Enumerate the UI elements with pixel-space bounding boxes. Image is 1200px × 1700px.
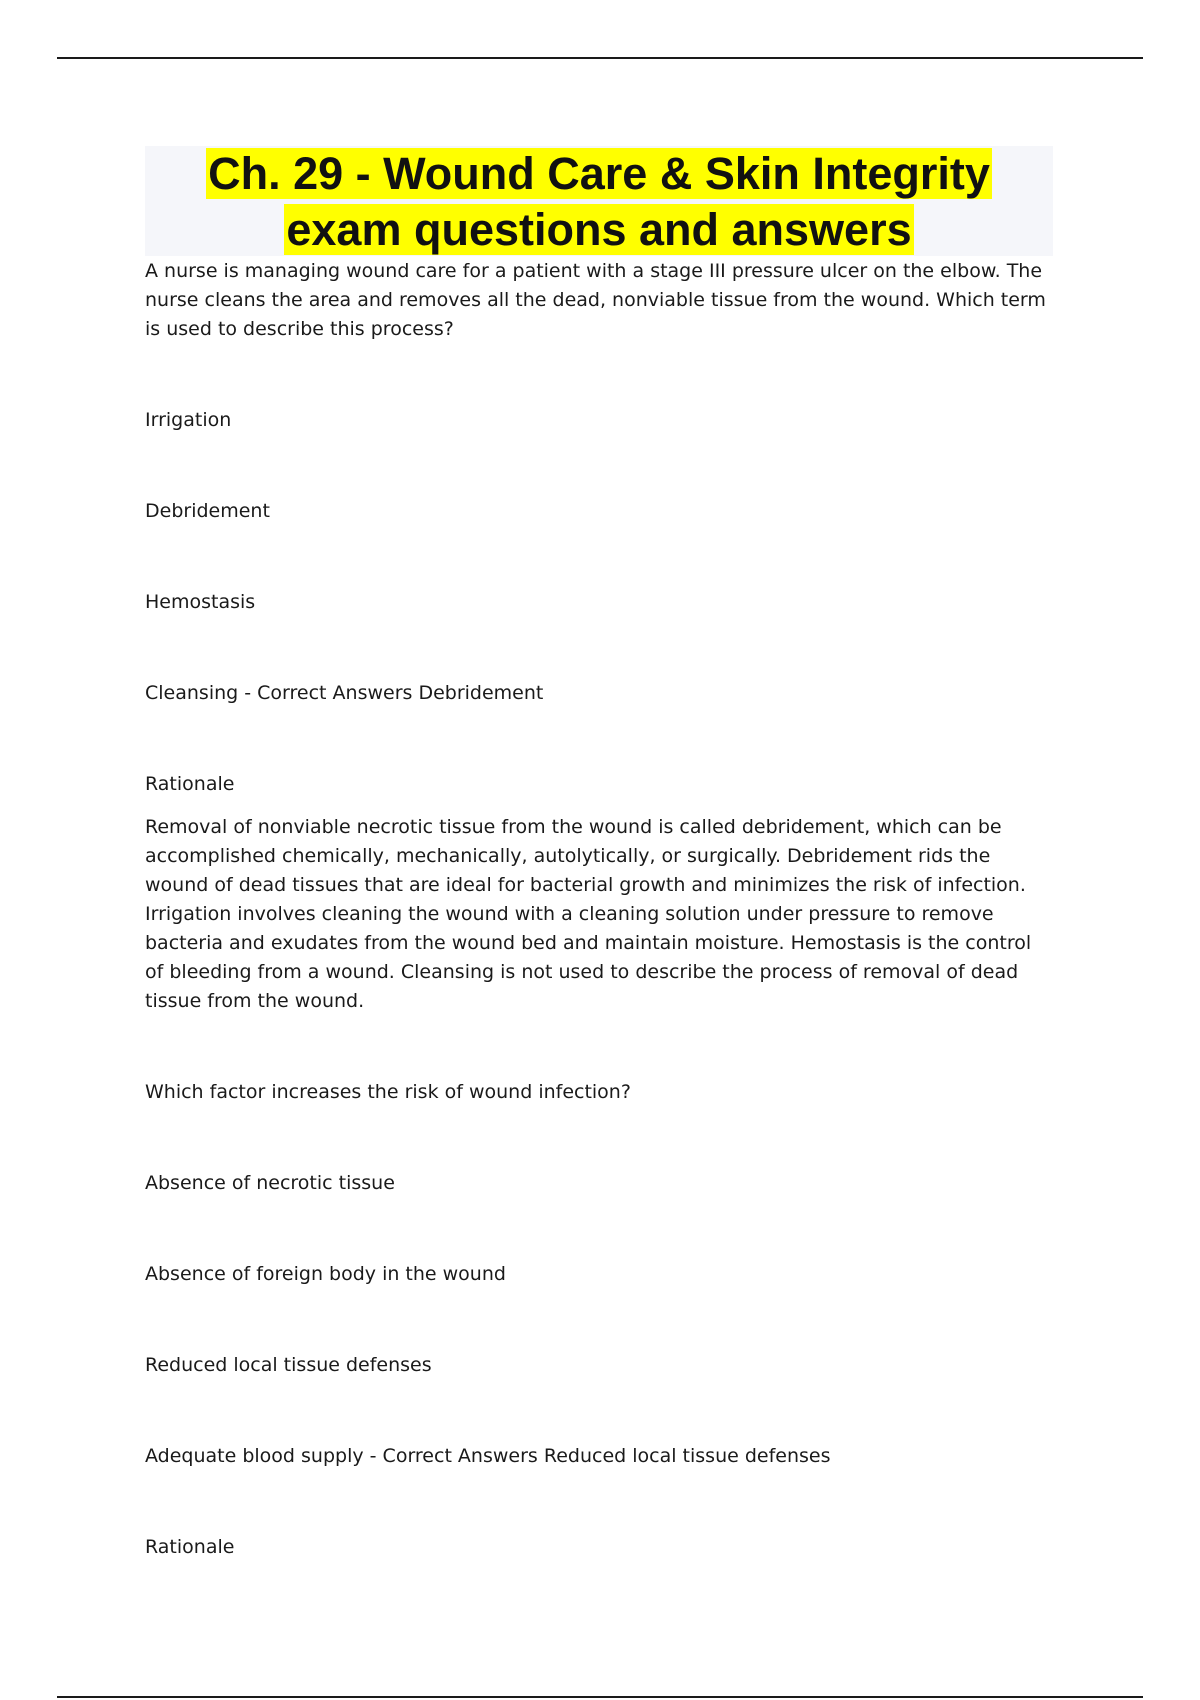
question-2-option-4-answer: Adequate blood supply - Correct Answers Reduced local tissue defenses (145, 1445, 831, 1467)
question-2-option-2: Absence of foreign body in the wound (145, 1263, 506, 1285)
header-rule (57, 57, 1143, 59)
title-highlight-1: Ch. 29 - Wound Care & Skin Integrity (208, 148, 990, 199)
title-highlight-2: exam questions and answers (286, 204, 912, 255)
question-1-option-2: Debridement (145, 500, 270, 522)
title-line-2 (145, 202, 1053, 258)
question-2-option-3: Reduced local tissue defenses (145, 1354, 432, 1376)
title-line-1 (145, 146, 1053, 202)
question-1-option-4-answer: Cleansing - Correct Answers Debridement (145, 682, 544, 704)
document-body (145, 257, 1055, 1562)
question-2-rationale-label: Rationale (145, 1536, 235, 1558)
question-1-rationale-text: Removal of nonviable necrotic tissue from the wound is called debridement, which can be accomplished chemically, mechanically, autolytically, or surgically. Debridement rids the wound of dead tissues that are ideal for bacterial growth and minimizes the risk of infection. Irrigation involves cleaning the wound with a cleaning solution under pressure to remove bacteria and exudates from the wound bed and maintain moisture. Hemostasis is the control of bleeding from a wound. Cleansing is not used to describe the process of removal of dead tissue from the wound. (145, 816, 1032, 1012)
question-1-option-3: Hemostasis (145, 591, 256, 613)
question-1-option-1: Irrigation (145, 409, 232, 431)
question-2-option-1: Absence of necrotic tissue (145, 1172, 395, 1194)
footer-rule (57, 1696, 1143, 1698)
question-2-text: Which factor increases the risk of wound infection? (145, 1081, 631, 1103)
question-1-rationale-label: Rationale (145, 773, 235, 795)
document-title (145, 146, 1053, 256)
question-1-text: A nurse is managing wound care for a patient with a stage III pressure ulcer on the elbow. The nurse cleans the area and removes all the dead, nonviable tissue from the wound. Which term is used to describe this process? (145, 260, 1046, 340)
